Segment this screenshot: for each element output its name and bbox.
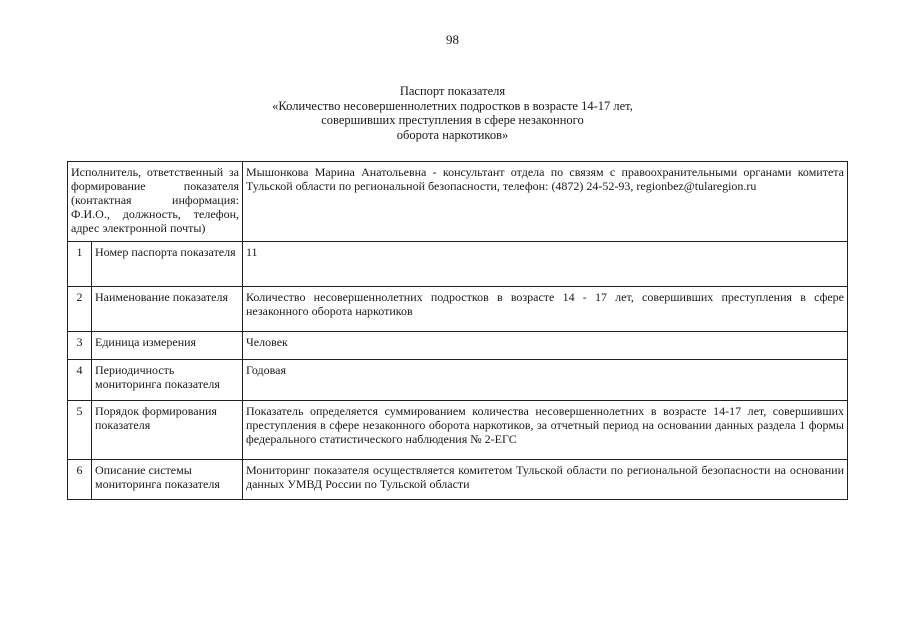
row-value: Человек	[243, 332, 848, 360]
row-label: Единица измерения	[92, 332, 243, 360]
heading-line-4: оборота наркотиков»	[396, 127, 509, 142]
row-label: Описание системы мониторинга показателя	[92, 460, 243, 500]
executor-label: Исполнитель, ответственный за формирование показателя (контактная информация: Ф.И.О., должность, телефон, адрес электронной почты)	[68, 162, 243, 242]
row-number: 4	[68, 360, 92, 401]
executor-value: Мышонкова Марина Анатольевна - консультант отдела по связям с правоохранительными органами комитета Тульской области по региональной безопасности, телефон: (4872) 24-52-93, regionbez@tularegion.ru	[243, 162, 848, 242]
row-label: Номер паспорта показателя	[92, 242, 243, 287]
page-number: 98	[446, 32, 459, 47]
row-value: Показатель определяется суммированием количества несовершеннолетних в возрасте 14-17 лет, совершивших преступления в сфере незаконного оборота наркотиков, за отчетный период на основании данных раздела 1 формы федерального статистического наблюдения № 2-ЕГС	[243, 401, 848, 460]
row-number: 3	[68, 332, 92, 360]
row-number: 2	[68, 287, 92, 332]
table-row	[68, 242, 848, 287]
row-number: 1	[68, 242, 92, 287]
document-heading	[0, 84, 905, 142]
row-label: Наименование показателя	[92, 287, 243, 332]
table-row	[68, 332, 848, 360]
row-label: Периодичность мониторинга показателя	[92, 360, 243, 401]
indicator-passport-table	[67, 161, 848, 500]
row-label: Порядок формирования показателя	[92, 401, 243, 460]
executor-row	[68, 162, 848, 242]
row-number: 6	[68, 460, 92, 500]
table-row	[68, 401, 848, 460]
row-value: Мониторинг показателя осуществляется комитетом Тульской области по региональной безопасности на основании данных УМВД России по Тульской области	[243, 460, 848, 500]
heading-line-3: совершивших преступления в сфере незаконного	[321, 113, 584, 127]
heading-line-1: Паспорт показателя	[399, 84, 506, 98]
row-number: 5	[68, 401, 92, 460]
heading-line-2: «Количество несовершеннолетних подростков в возрасте 14-17 лет,	[272, 98, 633, 113]
row-value: 11	[243, 242, 848, 287]
row-value: Годовая	[243, 360, 848, 401]
table-row	[68, 287, 848, 332]
table-row	[68, 460, 848, 500]
table-row	[68, 360, 848, 401]
row-value: Количество несовершеннолетних подростков в возрасте 14 - 17 лет, совершивших преступления в сфере незаконного оборота наркотиков	[243, 287, 848, 332]
